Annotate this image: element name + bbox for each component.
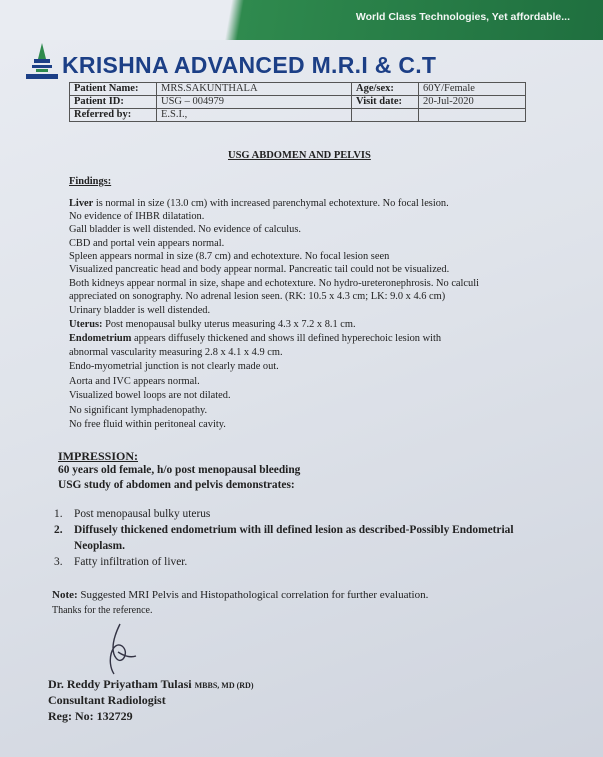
signature-scribble [100,622,140,678]
table-row [70,83,526,96]
age-sex-value: 60Y/Female [419,83,526,96]
finding-line: Visualized pancreatic head and body appear normal. Pancreatic tail could not be visualized. [69,264,450,275]
finding-line: abnormal vascularity measuring 2.8 x 4.1 x 4.9 cm. [69,347,283,358]
doctor-designation: Consultant Radiologist [48,693,166,707]
finding-line: Aorta and IVC appears normal. [69,376,200,387]
clinic-logo [24,41,60,83]
finding-line: Gall bladder is well distended. No evidence of calculus. [69,224,301,235]
clinic-name: KRISHNA ADVANCED M.R.I & C.T [62,52,437,78]
impression-item: 3. Fatty infiltration of liver. [54,556,188,568]
impression-heading: IMPRESSION: [58,449,139,463]
visit-date-value: 20-Jul-2020 [419,96,526,109]
table-row [70,96,526,109]
finding-line: Uterus: Post menopausal bulky uterus measuring 4.3 x 7.2 x 8.1 cm. [69,319,356,330]
doctor-name: Dr. Reddy Priyatham Tulasi MBBS, MD (RD) [48,677,254,691]
thanks-text: Thanks for the reference. [52,605,153,616]
note: Note: Suggested MRI Pelvis and Histopathological correlation for further evaluation. [52,589,429,601]
finding-line: Urinary bladder is well distended. [69,305,211,316]
impression-item: 1. Post menopausal bulky uterus [54,508,211,520]
findings-heading: Findings: [69,176,112,187]
impression-item: 2. Diffusely thickened endometrium with ill defined lesion as described-Possibly Endometrial [54,524,514,536]
impression-line: 60 years old female, h/o post menopausal bleeding [58,464,301,476]
empty-cell [419,109,526,122]
patient-info-table [69,82,526,122]
finding-line: No significant lymphadenopathy. [69,405,208,416]
patient-id-value: USG – 004979 [157,96,352,109]
finding-line: No evidence of IHBR dilatation. [69,211,205,222]
patient-id-label: Patient ID: [70,96,157,109]
age-sex-label: Age/sex: [352,83,419,96]
finding-line: Both kidneys appear normal in size, shape and echotexture. No hydro-ureteronephrosis. No calculi [69,278,480,289]
referred-by-value: E.S.I., [157,109,352,122]
finding-line: appreciated on sonography. No adrenal lesion seen. (RK: 10.5 x 4.3 cm; LK: 9.0 x 4.6 cm) [69,291,446,302]
finding-line: Spleen appears normal in size (8.7 cm) and echotexture. No focal lesion seen [69,251,390,262]
finding-line: CBD and portal vein appears normal. [69,238,225,249]
finding-line: Visualized bowel loops are not dilated. [69,390,231,401]
patient-name-label: Patient Name: [70,83,157,96]
finding-line: Endo-myometrial junction is not clearly made out. [69,361,279,372]
visit-date-label: Visit date: [352,96,419,109]
empty-cell [352,109,419,122]
tagline: World Class Technologies, Yet affordable... [355,11,570,23]
patient-name-value: MRS.SAKUNTHALA [157,83,352,96]
report-title: USG ABDOMEN AND PELVIS [228,150,371,161]
doctor-reg: Reg: No: 132729 [48,709,133,723]
table-row [70,109,526,122]
impression-item: Neoplasm. [74,540,125,552]
referred-by-label: Referred by: [70,109,157,122]
impression-line: USG study of abdomen and pelvis demonstrates: [58,479,295,491]
finding-line: Liver is normal in size (13.0 cm) with increased parenchymal echotexture. No focal lesion. [69,198,449,209]
finding-line: No free fluid within peritoneal cavity. [69,419,226,430]
finding-line: Endometrium appears diffusely thickened and shows ill defined hyperechoic lesion with [69,333,442,344]
